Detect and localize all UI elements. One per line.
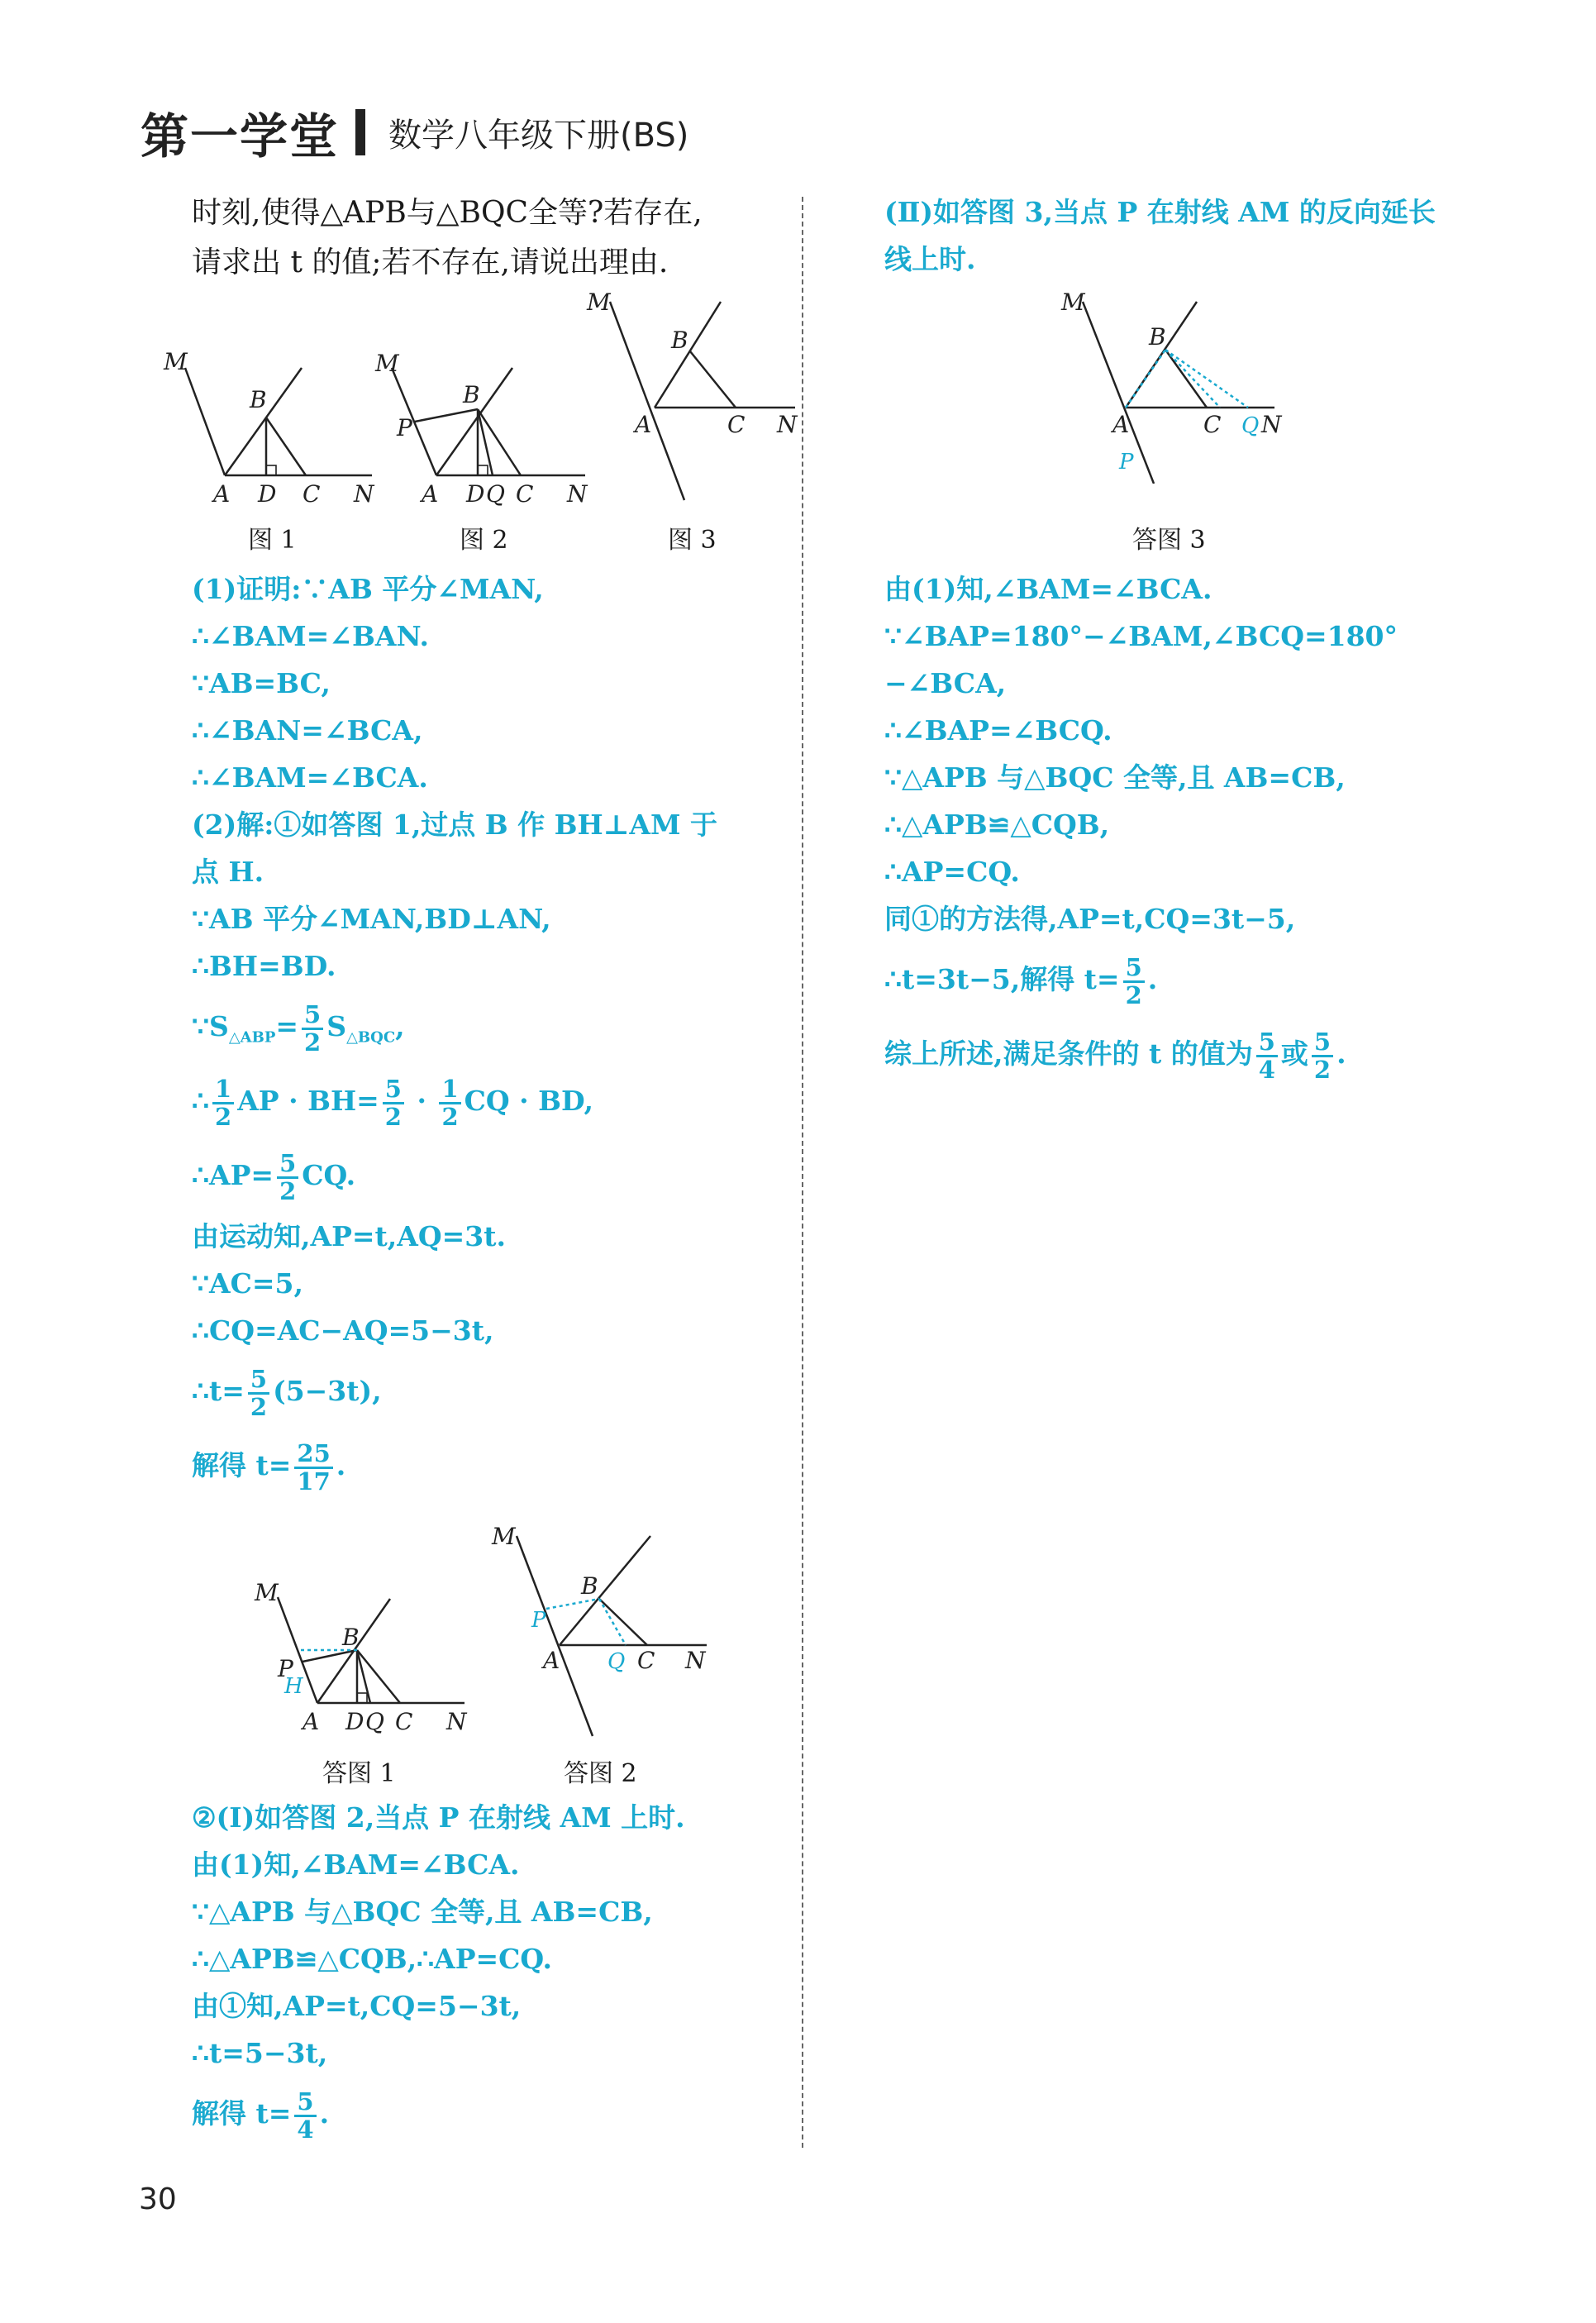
answer-line: 由运动知,AP=t,AQ=3t. (192, 1220, 506, 1252)
answer-line: 由①知,AP=t,CQ=5−3t, (192, 1990, 522, 2022)
answer-line: ∴∠BAM=∠BAN. (192, 620, 430, 652)
label-C: C (303, 480, 321, 508)
left-answer-part2 (192, 1794, 795, 2151)
fraction: $\frac{25}{17}$ (294, 1441, 332, 1494)
label-C: C (1203, 411, 1222, 438)
label-N: N (567, 480, 588, 508)
solution-3-line: ∴t=3t−5,解得 t= $\frac{5}{2}$ . (884, 953, 1158, 1009)
caption-fig1: 图 1 (248, 526, 297, 555)
answer-line: ∵∠BAP=180°−∠BAM,∠BCQ=180° (884, 620, 1398, 652)
label-B: B (342, 1624, 360, 1651)
right-answer-intro (884, 188, 1488, 283)
label-A: A (303, 1708, 320, 1735)
label-M: M (255, 1579, 279, 1606)
label-B: B (463, 381, 480, 408)
label-M: M (164, 348, 188, 375)
left-answer (192, 565, 795, 1503)
fraction: $\frac{5}{2}$ (383, 1076, 404, 1129)
ap-cq-line: ∴AP= $\frac{5}{2}$ CQ. (192, 1149, 356, 1205)
area-ratio-line: $\because S_{\triangle ABP}=$ $\frac{5}{2}$ $S_{\triangle BQC}$, (192, 1000, 405, 1057)
right-answer (884, 565, 1488, 1091)
answer-figure-3 (1058, 285, 1289, 487)
answer-line: ∴CQ=AC−AQ=5−3t, (192, 1314, 494, 1347)
label-P: P (1119, 450, 1134, 475)
book-subtitle: 数学八年级下册(BS) (388, 116, 689, 155)
label-B: B (250, 386, 267, 413)
label-N: N (1261, 411, 1282, 438)
answer-line: ∴△APB≌△CQB,∴AP=CQ. (192, 1943, 553, 1975)
fraction: $\frac{5}{4}$ (294, 2089, 316, 2142)
label-B: B (581, 1572, 598, 1600)
answer-line: ∵AC=5, (192, 1267, 303, 1300)
answer-line: ∵△APB 与△BQC 全等,且 AB=CB, (884, 761, 1346, 794)
answer-line: 由(1)知,∠BAM=∠BCA. (884, 573, 1212, 605)
label-N: N (446, 1708, 467, 1735)
label-M: M (587, 289, 611, 316)
answer-figure-2 (484, 1519, 731, 1746)
label-C: C (516, 480, 534, 508)
answer-figure-1 (248, 1571, 479, 1739)
label-Q: Q (365, 1708, 384, 1735)
label-A: A (213, 480, 231, 508)
label-C: C (637, 1647, 655, 1674)
label-C: C (395, 1708, 413, 1735)
fraction: $\frac{5}{2}$ (1123, 955, 1145, 1008)
label-M: M (375, 350, 399, 377)
caption-ans-fig1: 答图 1 (322, 1759, 396, 1788)
label-N: N (777, 411, 798, 438)
label-M: M (1061, 289, 1085, 316)
header-divider (355, 109, 365, 155)
label-B: B (671, 327, 688, 354)
caption-fig2: 图 2 (460, 526, 508, 555)
label-N: N (685, 1647, 706, 1674)
answer-line: ∵AB 平分∠MAN,BD⊥AN, (192, 903, 551, 935)
answer-line: (1)证明:∵AB 平分∠MAN, (192, 573, 544, 605)
solution-2-line: 解得 t= $\frac{5}{4}$ . (192, 2087, 330, 2144)
page-header (141, 98, 688, 167)
answer-line: ∴△APB≌△CQB, (884, 809, 1110, 841)
label-D: D (258, 480, 277, 508)
caption-fig3: 图 3 (668, 526, 717, 555)
label-P: P (278, 1655, 293, 1682)
fraction: $\frac{5}{2}$ (1312, 1029, 1333, 1082)
question-line-1: 时刻,使得△APB与△BQC全等?若存在, (192, 196, 703, 230)
answer-line: ②(Ⅰ)如答图 2,当点 P 在射线 AM 上时. (192, 1801, 685, 1834)
fraction: $\frac{1}{2}$ (212, 1076, 234, 1129)
fraction: $\frac{5}{2}$ (302, 1002, 323, 1055)
answer-line: (2)解:①如答图 1,过点 B 作 BH⊥AM 于 (192, 809, 718, 841)
answer-line: ∴∠BAM=∠BCA. (192, 761, 428, 794)
answer-line: (Ⅱ)如答图 3,当点 P 在射线 AM 的反向延长 (884, 196, 1436, 228)
caption-ans-fig3: 答图 3 (1132, 526, 1206, 555)
label-H: H (284, 1674, 303, 1699)
label-Q: Q (486, 480, 505, 508)
label-B: B (1149, 323, 1166, 351)
answer-line: 由(1)知,∠BAM=∠BCA. (192, 1848, 520, 1881)
answer-line: 线上时. (884, 243, 976, 275)
fraction: $\frac{5}{2}$ (277, 1151, 298, 1204)
fraction: $\frac{5}{4}$ (1256, 1029, 1278, 1082)
answer-line: ∴t=5−3t, (192, 2037, 328, 2069)
answer-line: ∴∠BAN=∠BCA, (192, 714, 423, 747)
label-A: A (635, 411, 652, 438)
question-line-2: 请求出 t 的值;若不存在,请说出理由. (192, 246, 669, 279)
label-N: N (354, 480, 374, 508)
conclusion-line: 综上所述,满足条件的 t 的值为 $\frac{5}{4}$ 或 $\frac{5}{2}$ . (884, 1028, 1346, 1084)
answer-line: 点 H. (192, 856, 264, 888)
label-A: A (1112, 411, 1130, 438)
answer-line: ∴∠BAP=∠BCQ. (884, 714, 1112, 747)
answer-line: −∠BCA, (884, 667, 1007, 699)
solution-1-line: 解得 t= $\frac{25}{17}$ . (192, 1439, 346, 1495)
t-equation-line: ∴t= $\frac{5}{2}$ (5−3t), (192, 1365, 382, 1421)
label-A: A (543, 1647, 560, 1674)
fraction: $\frac{1}{2}$ (439, 1076, 460, 1129)
page-number: 30 (139, 2182, 177, 2216)
label-A: A (422, 480, 439, 508)
figure-1 (157, 343, 388, 512)
label-P: P (397, 414, 412, 441)
label-Q: Q (607, 1649, 626, 1674)
label-D: D (466, 480, 485, 508)
caption-ans-fig2: 答图 2 (564, 1759, 637, 1788)
label-C: C (727, 411, 746, 438)
figure-3 (579, 285, 810, 512)
fraction: $\frac{5}{2}$ (248, 1367, 269, 1419)
book-brand: 第一学堂 (141, 108, 340, 165)
left-column (192, 188, 787, 288)
answer-line: ∵AB=BC, (192, 667, 331, 699)
answer-line: ∴AP=CQ. (884, 856, 1020, 888)
label-P: P (531, 1608, 546, 1633)
figure-2 (370, 343, 593, 512)
label-Q: Q (1241, 413, 1260, 438)
label-M: M (492, 1523, 516, 1550)
answer-line: ∵△APB 与△BQC 全等,且 AB=CB, (192, 1896, 653, 1928)
answer-line: 同①的方法得,AP=t,CQ=3t−5, (884, 903, 1296, 935)
question-text (192, 188, 787, 288)
area-formula-line: ∴ $\frac{1}{2}$ AP · BH= $\frac{5}{2}$ · $\frac{1}{2}$ CQ · BD, (192, 1075, 593, 1131)
label-D: D (345, 1708, 364, 1735)
answer-line: ∴BH=BD. (192, 950, 336, 982)
